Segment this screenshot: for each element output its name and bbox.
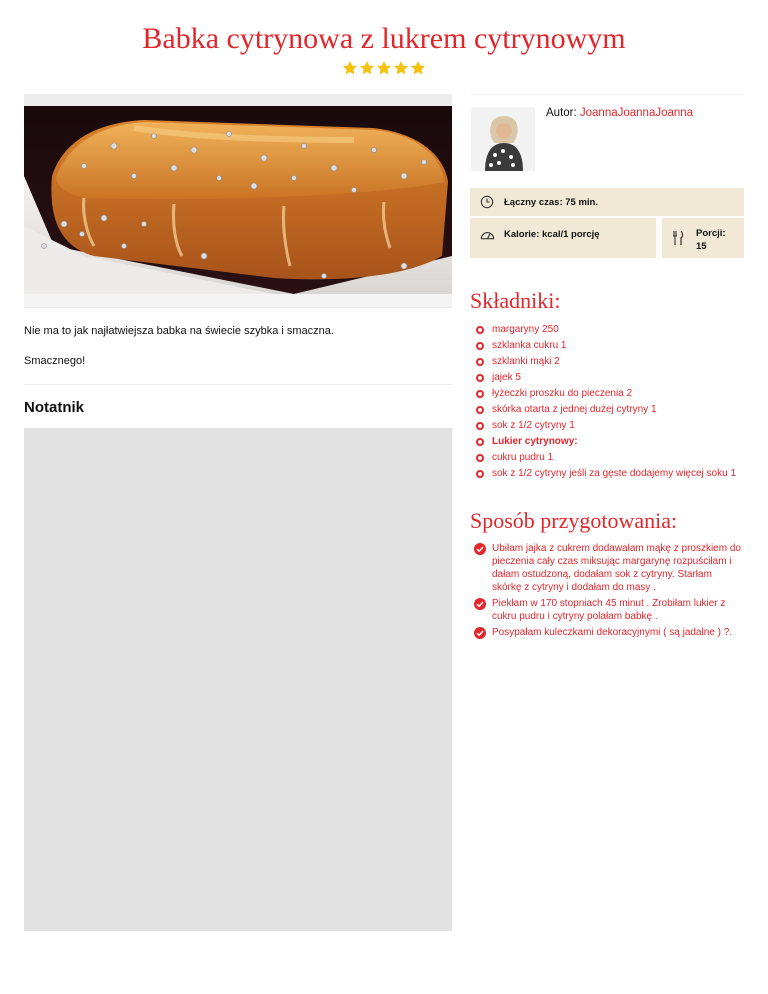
preparation-step[interactable] [470, 597, 744, 623]
star-icon [376, 60, 392, 76]
preparation-step[interactable] [470, 542, 744, 594]
bullet-circle-icon [476, 342, 484, 350]
ingredient-group-heading [470, 435, 744, 448]
ingredient-text: sok z 1/2 cytryny 1 [492, 420, 575, 431]
rating-stars [0, 60, 768, 78]
bullet-circle-icon [476, 374, 484, 382]
ingredient-item[interactable] [470, 403, 744, 416]
preparation-step-text: Posypałam kuleczkami dekoracyjnymi ( są jadalne ) ?. [492, 627, 733, 638]
ingredient-text: szklanki mąki 2 [492, 356, 560, 367]
divider [24, 384, 452, 385]
preparation-title: Sposób przygotowania: [470, 508, 678, 533]
right-column [470, 94, 744, 638]
total-time-text: Łączny czas: 75 min. [504, 197, 598, 208]
bullet-circle-icon [476, 470, 484, 478]
photo-bottom-band [24, 294, 452, 308]
ingredient-item[interactable] [470, 355, 744, 368]
bullet-circle-icon [476, 422, 484, 430]
star-icon [393, 60, 409, 76]
bullet-circle-icon [476, 326, 484, 334]
bullet-circle-icon [476, 406, 484, 414]
total-time-box [470, 188, 744, 216]
servings-value: 15 [696, 241, 707, 252]
notes-title: Notatnik [24, 399, 84, 416]
ingredients-title: Składniki: [470, 288, 561, 313]
ingredient-text: margaryny 250 [492, 324, 559, 335]
author-name-link[interactable]: JoannaJoannaJoanna [579, 107, 694, 119]
ingredient-item[interactable] [470, 339, 744, 352]
check-circle-icon [474, 598, 486, 610]
star-icon [359, 60, 375, 76]
left-column [24, 94, 452, 416]
ingredient-item[interactable] [470, 419, 744, 432]
clock-icon [480, 195, 494, 209]
ingredient-item[interactable] [470, 467, 744, 480]
bullet-circle-icon [476, 454, 484, 462]
recipe-title: Babka cytrynowa z lukrem cytrynowym [142, 22, 626, 55]
star-icon [342, 60, 358, 76]
ingredient-text: jajek 5 [492, 372, 521, 383]
ingredients-list [470, 323, 744, 483]
servings-label: Porcji: [696, 228, 726, 239]
bullet-circle-icon [476, 438, 484, 446]
photo-top-band [24, 94, 452, 106]
author-avatar[interactable] [471, 107, 535, 171]
ingredient-text: szklanka cukru 1 [492, 340, 567, 351]
calories-text: Kalorie: kcal/1 porcję [504, 229, 600, 240]
ingredient-item[interactable] [470, 451, 744, 464]
description-paragraph: Smacznego! [24, 355, 86, 367]
ingredient-text: cukru pudru 1 [492, 452, 554, 463]
preparation-step-text: Ubiłam jajka z cukrem dodawałam mąkę z proszkiem do pieczenia cały czas miksując margarynę rozpuściłam i dałam ostudzoną, dodałam sok z cytryny. Starłam skórkę z cytryny i dodałam do masy . [492, 543, 741, 593]
check-circle-icon [474, 627, 486, 639]
ingredient-item[interactable] [470, 323, 744, 336]
preparation-step-text: Piekłam w 170 stopniach 45 minut . Zrobiłam lukier z cukru pudru i cytryny polałam babkę . [492, 598, 726, 622]
ingredient-item[interactable] [470, 371, 744, 384]
notes-area[interactable] [24, 428, 452, 931]
preparation-step[interactable] [470, 626, 744, 639]
check-circle-icon [474, 543, 486, 555]
preparation-steps [470, 542, 744, 642]
bullet-circle-icon [476, 390, 484, 398]
gauge-icon [480, 227, 495, 241]
author-label: Autor: [546, 107, 577, 119]
bullet-circle-icon [476, 358, 484, 366]
description-paragraph: Nie ma to jak najłatwiejsza babka na świecie szybka i smaczna. [24, 325, 334, 337]
star-icon [410, 60, 426, 76]
author-block [470, 94, 744, 170]
servings-box [662, 218, 744, 258]
calories-box [470, 218, 656, 258]
recipe-description [24, 308, 452, 368]
ingredient-text: sok z 1/2 cytryny jeśli za gęste dodajemy więcej soku 1 [492, 468, 736, 479]
ingredient-text: łyżeczki proszku do pieczenia 2 [492, 388, 633, 399]
fork-knife-icon [672, 230, 684, 246]
recipe-photo [24, 106, 452, 294]
servings-label-block [696, 227, 726, 253]
ingredient-text: skórka otarta z jednej dużej cytryny 1 [492, 404, 657, 415]
author-line [546, 107, 693, 119]
ingredient-text: Lukier cytrynowy: [492, 436, 578, 447]
ingredient-item[interactable] [470, 387, 744, 400]
